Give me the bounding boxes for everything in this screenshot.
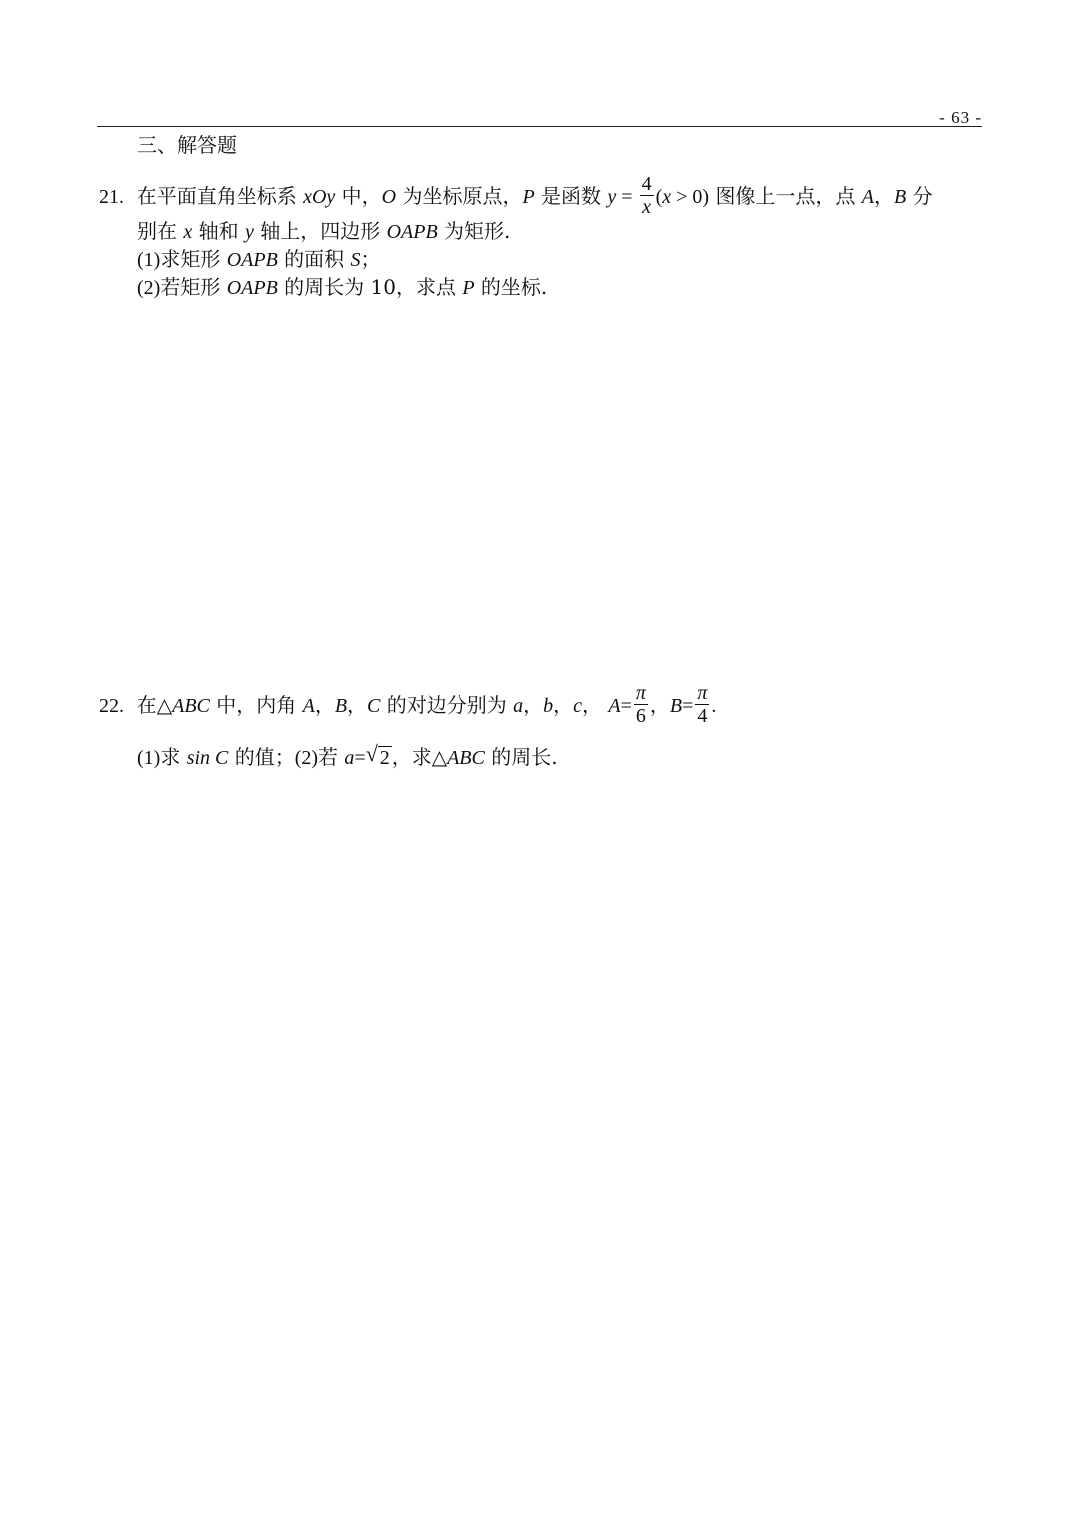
question-21-line-2 [137, 219, 510, 244]
header-rule [97, 126, 982, 127]
denominator: 6 [635, 705, 646, 727]
variable: c [573, 695, 582, 717]
numerator: π [697, 682, 708, 704]
variable: B [669, 695, 683, 717]
numerator: 4 [641, 173, 652, 195]
variable: OAPB [386, 221, 438, 243]
text: 的周长为 10，求点 [284, 275, 456, 299]
text: ， [553, 693, 574, 717]
fraction [634, 682, 648, 727]
variable: x [183, 221, 193, 243]
text: 的值；(2)若 [234, 747, 339, 769]
text: (2)若矩形 [137, 277, 221, 299]
text: > 0) [671, 186, 710, 208]
denominator: x [642, 196, 651, 218]
text: 的对边分别为 [386, 693, 507, 717]
text: ， [314, 693, 335, 717]
text: 中， [341, 184, 382, 208]
variable: x [662, 186, 672, 208]
variable: S [350, 249, 361, 271]
question-number: 22. [99, 695, 124, 717]
text: ( [655, 186, 663, 208]
text: 在平面直角坐标系 [136, 184, 297, 208]
variable: A [302, 695, 315, 717]
variable: y [244, 221, 254, 243]
text: 中，内角 [216, 693, 297, 717]
question-22-parts [137, 741, 558, 770]
variable: O [381, 186, 397, 208]
expression: sin C [186, 747, 229, 769]
text: ， [874, 184, 895, 208]
text: (1)求矩形 [137, 249, 221, 271]
text: ， [649, 693, 670, 717]
variable: OAPB [226, 277, 278, 299]
variable: b [543, 695, 554, 717]
equals-sign: = [682, 695, 694, 717]
fraction [695, 682, 709, 727]
variable: y [607, 186, 617, 208]
section-title: 三、解答题 [137, 133, 237, 157]
text: 为坐标原点， [402, 184, 523, 208]
text: 的面积 [284, 247, 345, 271]
text: ， [582, 693, 602, 717]
variable: P [522, 186, 535, 208]
variable: C [367, 695, 381, 717]
question-21-line-1 [99, 175, 933, 220]
text: 分 [912, 184, 933, 208]
variable: a [513, 695, 524, 717]
question-21-part-1 [137, 247, 381, 272]
text: ， [347, 693, 368, 717]
variable: P [462, 277, 475, 299]
question-21-part-2 [137, 275, 547, 300]
text: 是函数 [541, 184, 602, 208]
equals-sign: = [616, 186, 638, 208]
variable: B [334, 695, 348, 717]
text: 轴上，四边形 [260, 219, 381, 243]
variable: a [344, 747, 355, 769]
radical-sign: √ [365, 741, 378, 766]
variable: ABC [447, 747, 485, 769]
denominator: 4 [697, 705, 708, 727]
square-root [365, 741, 392, 770]
radicand: 2 [379, 747, 390, 769]
text: 在△ [136, 693, 173, 717]
variable: xOy [303, 186, 336, 208]
text: 的周长. [491, 745, 558, 769]
text: 别在 [137, 219, 177, 243]
text: . [711, 695, 717, 717]
text: 的坐标. [480, 275, 548, 299]
equals-sign: = [620, 695, 632, 717]
variable: A [608, 695, 621, 717]
text: 为矩形. [444, 219, 511, 243]
variable: B [894, 186, 907, 208]
variable: A [861, 186, 875, 208]
text: 图像上一点，点 [715, 184, 856, 208]
question-number: 21. [99, 186, 124, 208]
text: ， [523, 693, 544, 717]
text: (1)求 [137, 747, 181, 769]
variable: OAPB [226, 249, 278, 271]
fraction [640, 173, 654, 218]
page-number: - 63 - [939, 108, 982, 127]
text: ，求△ [391, 745, 448, 769]
equals-sign: = [354, 747, 366, 769]
text: 轴和 [198, 219, 239, 243]
question-22-line-1 [99, 684, 716, 729]
variable: ABC [172, 695, 210, 717]
numerator: π [635, 682, 646, 704]
text: ； [360, 247, 381, 271]
